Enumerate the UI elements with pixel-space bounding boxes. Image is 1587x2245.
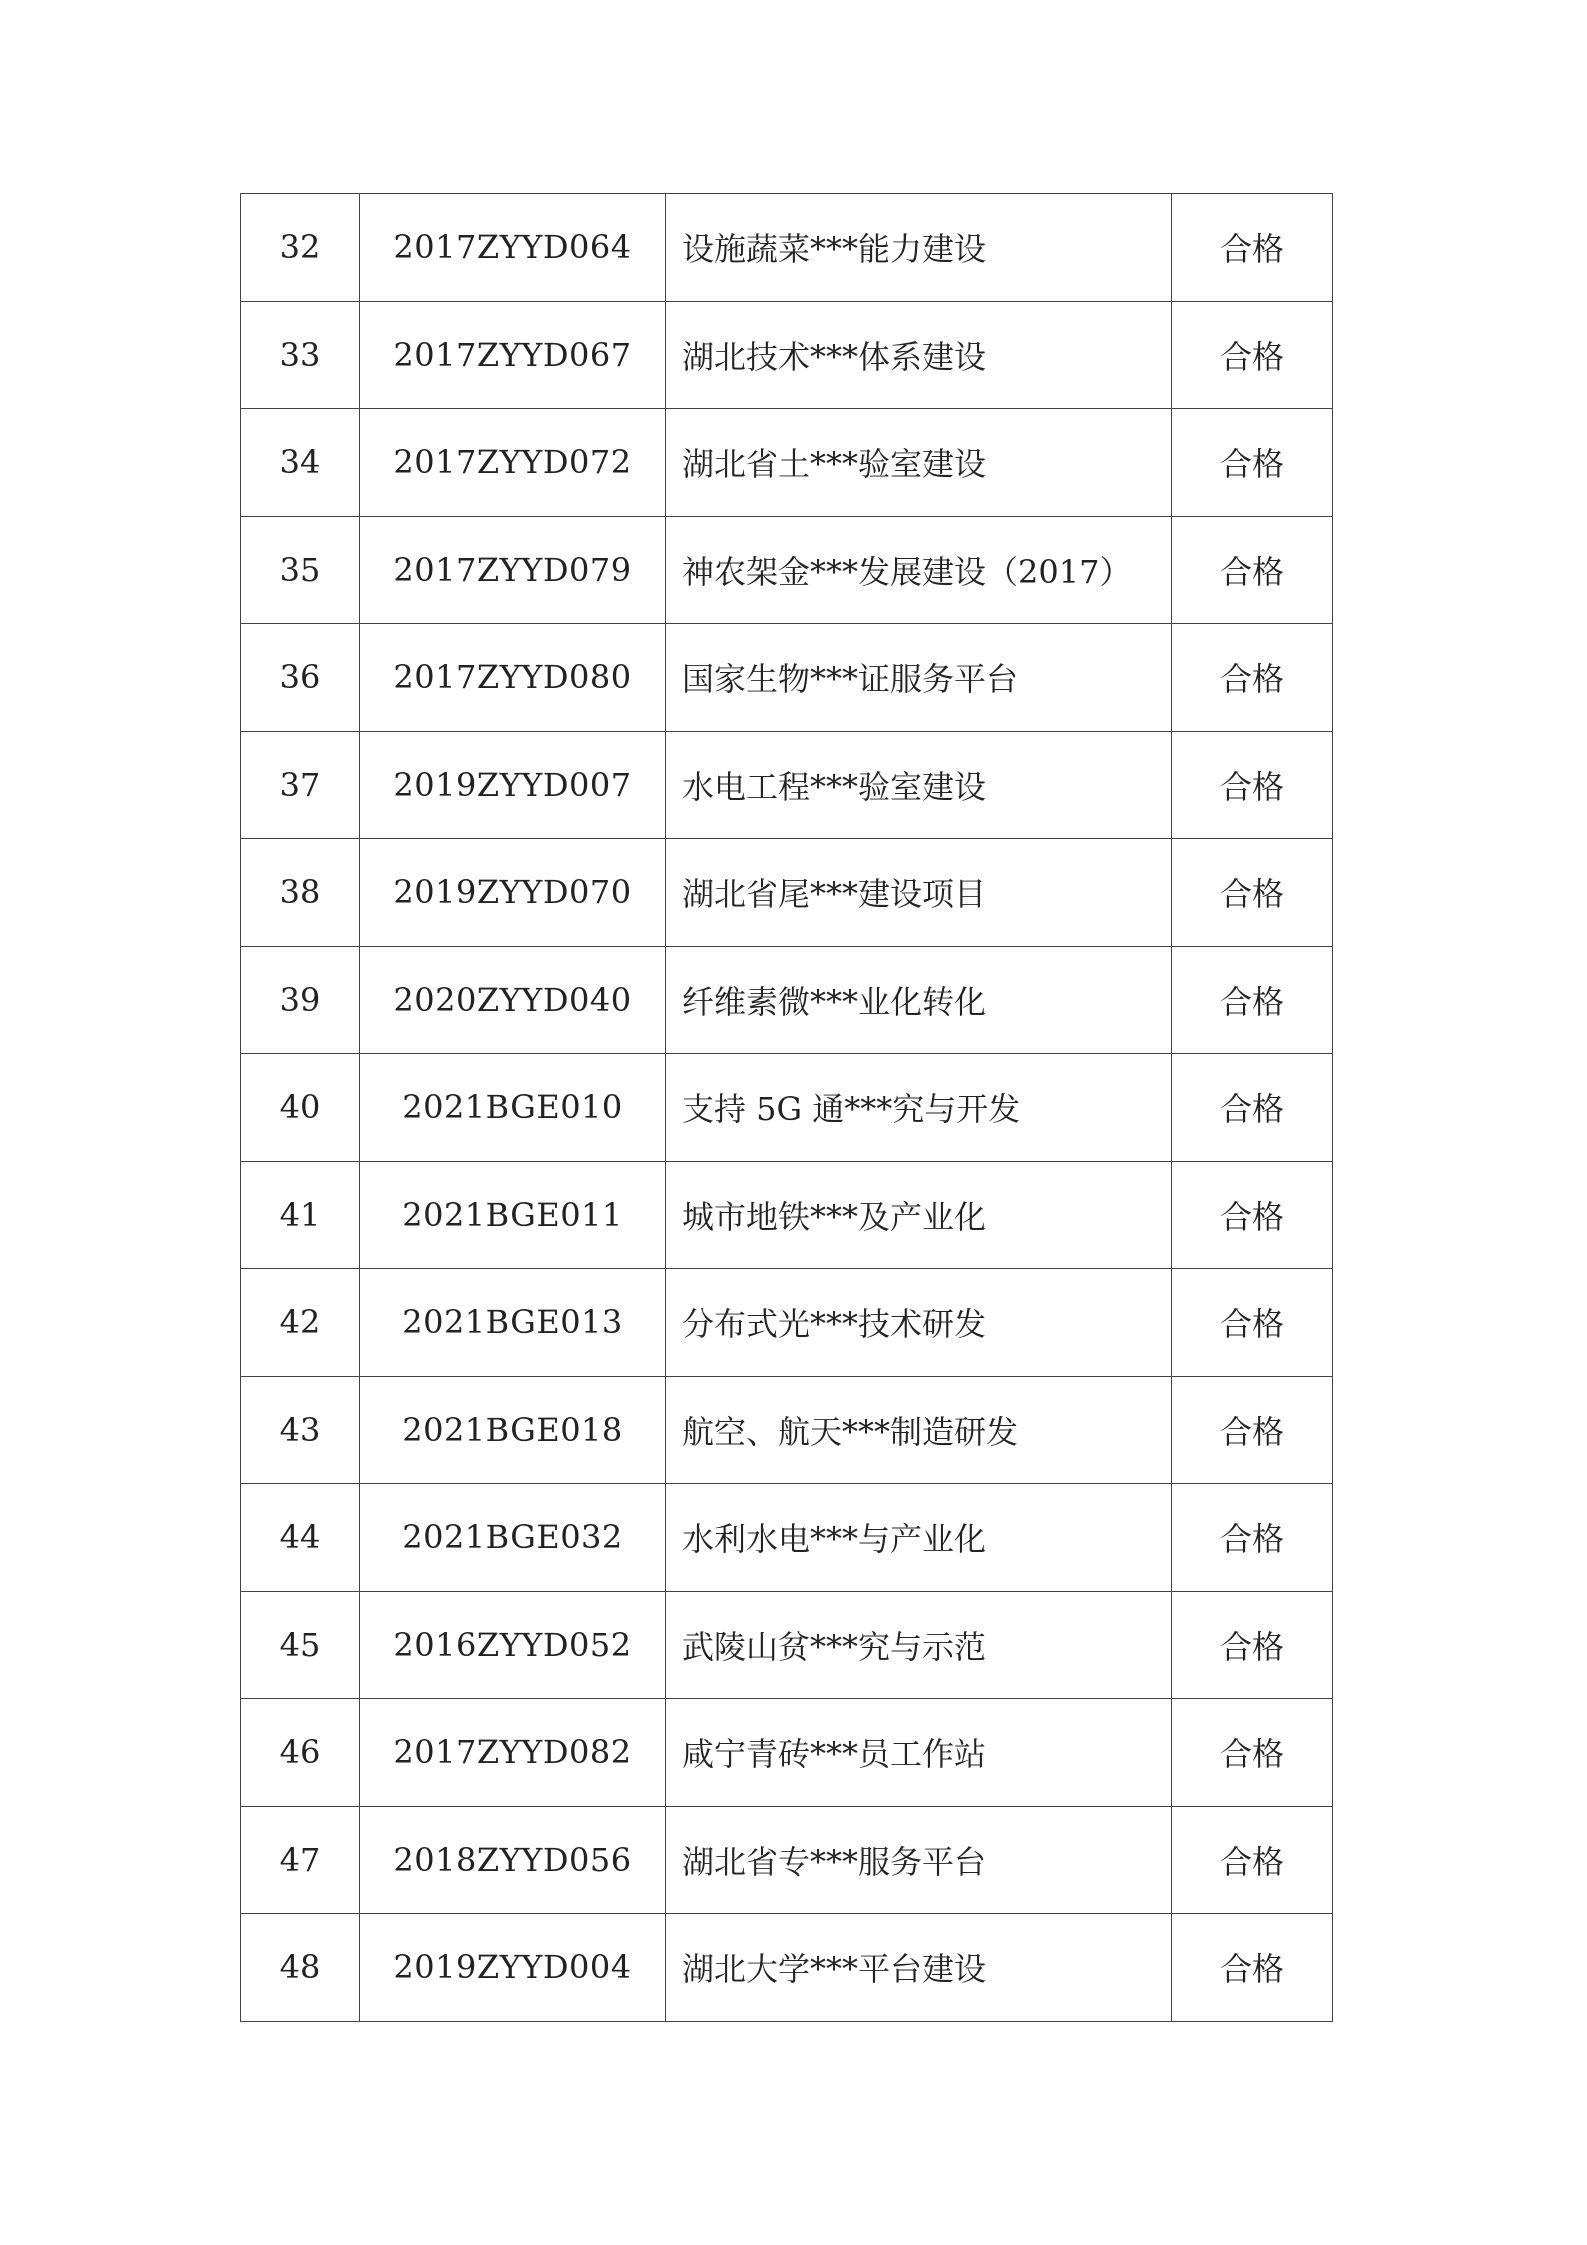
table-row bbox=[241, 1054, 1333, 1162]
result-cell: 合格 bbox=[1172, 301, 1333, 409]
result-cell: 合格 bbox=[1172, 1699, 1333, 1807]
project-name-cell: 水电工程***验室建设 bbox=[666, 731, 1172, 839]
project-code-cell: 2017ZYYD080 bbox=[360, 624, 666, 732]
table-row bbox=[241, 409, 1333, 517]
result-cell: 合格 bbox=[1172, 624, 1333, 732]
result-cell: 合格 bbox=[1172, 409, 1333, 517]
project-code-cell: 2017ZYYD067 bbox=[360, 301, 666, 409]
project-name-cell: 湖北技术***体系建设 bbox=[666, 301, 1172, 409]
project-code-cell: 2019ZYYD070 bbox=[360, 839, 666, 947]
project-code-cell: 2019ZYYD004 bbox=[360, 1914, 666, 2022]
result-cell: 合格 bbox=[1172, 1914, 1333, 2022]
table-row bbox=[241, 1376, 1333, 1484]
project-code-cell: 2021BGE013 bbox=[360, 1269, 666, 1377]
project-name-cell: 湖北省尾***建设项目 bbox=[666, 839, 1172, 947]
row-number-cell: 32 bbox=[241, 194, 360, 302]
result-cell: 合格 bbox=[1172, 1484, 1333, 1592]
result-cell: 合格 bbox=[1172, 946, 1333, 1054]
table-row bbox=[241, 1914, 1333, 2022]
result-cell: 合格 bbox=[1172, 731, 1333, 839]
result-cell: 合格 bbox=[1172, 1269, 1333, 1377]
project-code-cell: 2016ZYYD052 bbox=[360, 1591, 666, 1699]
row-number-cell: 43 bbox=[241, 1376, 360, 1484]
row-number-cell: 46 bbox=[241, 1699, 360, 1807]
project-name-cell: 武陵山贫***究与示范 bbox=[666, 1591, 1172, 1699]
project-name-cell: 水利水电***与产业化 bbox=[666, 1484, 1172, 1592]
row-number-cell: 37 bbox=[241, 731, 360, 839]
row-number-cell: 47 bbox=[241, 1806, 360, 1914]
result-cell: 合格 bbox=[1172, 1054, 1333, 1162]
project-name-cell: 城市地铁***及产业化 bbox=[666, 1161, 1172, 1269]
table-row bbox=[241, 1269, 1333, 1377]
project-name-cell: 分布式光***技术研发 bbox=[666, 1269, 1172, 1377]
row-number-cell: 39 bbox=[241, 946, 360, 1054]
table-row bbox=[241, 1591, 1333, 1699]
project-code-cell: 2017ZYYD064 bbox=[360, 194, 666, 302]
table-row bbox=[241, 1161, 1333, 1269]
project-code-cell: 2020ZYYD040 bbox=[360, 946, 666, 1054]
project-code-cell: 2017ZYYD079 bbox=[360, 516, 666, 624]
table-row bbox=[241, 516, 1333, 624]
project-code-cell: 2019ZYYD007 bbox=[360, 731, 666, 839]
table-row bbox=[241, 624, 1333, 732]
project-code-cell: 2017ZYYD072 bbox=[360, 409, 666, 517]
project-code-cell: 2021BGE010 bbox=[360, 1054, 666, 1162]
project-code-cell: 2021BGE011 bbox=[360, 1161, 666, 1269]
project-name-cell: 神农架金***发展建设（2017） bbox=[666, 516, 1172, 624]
table-row bbox=[241, 1699, 1333, 1807]
project-code-cell: 2017ZYYD082 bbox=[360, 1699, 666, 1807]
row-number-cell: 40 bbox=[241, 1054, 360, 1162]
row-number-cell: 41 bbox=[241, 1161, 360, 1269]
table-row bbox=[241, 839, 1333, 947]
row-number-cell: 48 bbox=[241, 1914, 360, 2022]
project-name-cell: 咸宁青砖***员工作站 bbox=[666, 1699, 1172, 1807]
project-code-cell: 2018ZYYD056 bbox=[360, 1806, 666, 1914]
table-body bbox=[241, 194, 1333, 2022]
result-cell: 合格 bbox=[1172, 1806, 1333, 1914]
table-row bbox=[241, 194, 1333, 302]
table-row bbox=[241, 946, 1333, 1054]
project-name-cell: 支持 5G 通***究与开发 bbox=[666, 1054, 1172, 1162]
result-cell: 合格 bbox=[1172, 1591, 1333, 1699]
project-name-cell: 湖北省土***验室建设 bbox=[666, 409, 1172, 517]
result-cell: 合格 bbox=[1172, 516, 1333, 624]
row-number-cell: 44 bbox=[241, 1484, 360, 1592]
row-number-cell: 35 bbox=[241, 516, 360, 624]
project-name-cell: 湖北省专***服务平台 bbox=[666, 1806, 1172, 1914]
project-name-cell: 设施蔬菜***能力建设 bbox=[666, 194, 1172, 302]
result-cell: 合格 bbox=[1172, 1161, 1333, 1269]
project-name-cell: 纤维素微***业化转化 bbox=[666, 946, 1172, 1054]
table-row bbox=[241, 731, 1333, 839]
table-row bbox=[241, 1484, 1333, 1592]
row-number-cell: 38 bbox=[241, 839, 360, 947]
table-row bbox=[241, 301, 1333, 409]
project-name-cell: 国家生物***证服务平台 bbox=[666, 624, 1172, 732]
project-name-cell: 航空、航天***制造研发 bbox=[666, 1376, 1172, 1484]
result-cell: 合格 bbox=[1172, 194, 1333, 302]
result-cell: 合格 bbox=[1172, 839, 1333, 947]
table-row bbox=[241, 1806, 1333, 1914]
row-number-cell: 45 bbox=[241, 1591, 360, 1699]
project-code-cell: 2021BGE032 bbox=[360, 1484, 666, 1592]
project-results-table bbox=[240, 193, 1333, 2022]
row-number-cell: 36 bbox=[241, 624, 360, 732]
row-number-cell: 34 bbox=[241, 409, 360, 517]
project-code-cell: 2021BGE018 bbox=[360, 1376, 666, 1484]
project-name-cell: 湖北大学***平台建设 bbox=[666, 1914, 1172, 2022]
row-number-cell: 33 bbox=[241, 301, 360, 409]
row-number-cell: 42 bbox=[241, 1269, 360, 1377]
result-cell: 合格 bbox=[1172, 1376, 1333, 1484]
